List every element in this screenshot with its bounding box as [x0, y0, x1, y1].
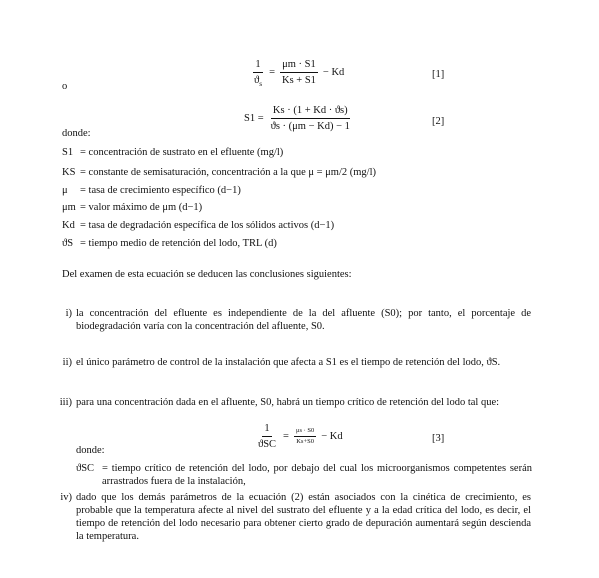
- eq3-rhs-numerator: μs · S0: [294, 427, 316, 437]
- eq1-lhs-denominator: [252, 73, 264, 87]
- donde-label-1: donde:: [62, 128, 91, 139]
- intro-paragraph: Del examen de esta ecuación se deducen las conclusiones siguientes:: [62, 269, 352, 280]
- eq2-rhs-denominator: ϑs · (μm − Kd) − 1: [270, 121, 350, 133]
- eq3-rhs-denominator: Ks+S0: [296, 438, 314, 446]
- eq2-number: [2]: [432, 116, 445, 127]
- item-text: dado que los demás parámetros de la ecuación (2) están asociados con la cinética de crecimiento, es probable que la temperatura afecte al nivel del sustrato del efluente y a la edad crítica del lodo, es decir, el tiempo de retención del lodo necesario para obtener cierto grado de depuración aumentará según descienda la temperatura.: [76, 492, 531, 543]
- eq1-theta: ϑ: [254, 75, 260, 87]
- def-text: = constante de semisaturación, concentración a la que μ = μm/2 (mg/l): [80, 167, 377, 178]
- def-text: = tasa de degradación específica de los sólidos activos (d−1): [80, 220, 335, 231]
- eq1-theta-sub: s: [259, 79, 263, 89]
- eq1-rhs-fraction: [280, 58, 318, 87]
- item-text: la concentración del efluente es independiente de la del afluente (S0); por tanto, el porcentaje de biodegradación varía con la concentración del afluente, S0.: [76, 308, 531, 333]
- equation-1: [250, 58, 344, 87]
- def-sc-symbol: ϑSC: [76, 463, 95, 474]
- eq3-equals: =: [283, 431, 289, 443]
- item-text: el único parámetro de control de la instalación que afecta a S1 es el tiempo de retención del lodo, ϑS.: [76, 357, 501, 368]
- eq1-number: [1]: [432, 69, 445, 80]
- eq3-lhs-denominator: ϑSC: [258, 439, 277, 451]
- item-label: i): [65, 308, 72, 319]
- def-text: = tiempo medio de retención del lodo, TRL (d): [80, 238, 277, 249]
- eq1-minus-term: − Kd: [322, 67, 345, 79]
- eq2-rhs-fraction: [269, 104, 352, 133]
- def-text: = concentración de sustrato en el efluente (mg/l): [80, 147, 284, 158]
- equation-2: [244, 104, 354, 133]
- or-word: o: [62, 81, 68, 92]
- eq2-rhs-numerator: Ks · (1 + Kd · ϑs): [271, 104, 350, 119]
- def-text: = tasa de crecimiento específico (d−1): [80, 185, 241, 196]
- eq1-lhs-fraction: [252, 58, 264, 87]
- donde-label-2: donde:: [76, 445, 105, 456]
- eq3-minus-term: − Kd: [321, 431, 343, 443]
- eq1-lhs-numerator: 1: [253, 58, 262, 73]
- eq1-rhs-denominator: Ks + S1: [281, 75, 316, 87]
- eq3-lhs-numerator: 1: [262, 422, 271, 437]
- item-label: iv): [60, 492, 72, 503]
- eq3-number: [3]: [432, 433, 445, 444]
- item-text: para una concentración dada en el afluente, S0, habrá un tiempo crítico de retención del lodo tal que:: [76, 397, 500, 408]
- def-symbol: μm: [62, 202, 76, 213]
- def-text: = valor máximo de μm (d−1): [80, 202, 203, 213]
- item-label: iii): [59, 397, 72, 408]
- def-symbol: Kd: [62, 220, 75, 231]
- def-symbol: KS: [62, 167, 76, 178]
- item-label: ii): [62, 357, 72, 368]
- equation-3: [254, 422, 343, 451]
- eq2-lhs: S1 =: [244, 113, 264, 125]
- eq1-rhs-numerator: μm · S1: [280, 58, 318, 73]
- def-symbol: ϑS: [62, 238, 74, 249]
- eq3-rhs-fraction: [294, 427, 316, 446]
- def-symbol: S1: [62, 147, 74, 158]
- eq1-equals: =: [269, 67, 275, 79]
- eq3-lhs-fraction: [256, 422, 278, 451]
- def-symbol: μ: [62, 185, 68, 196]
- def-sc-text: = tiempo crítico de retención del lodo, por debajo del cual los microorganismos competentes serán arrastrados fuera de la instalación,: [102, 463, 532, 488]
